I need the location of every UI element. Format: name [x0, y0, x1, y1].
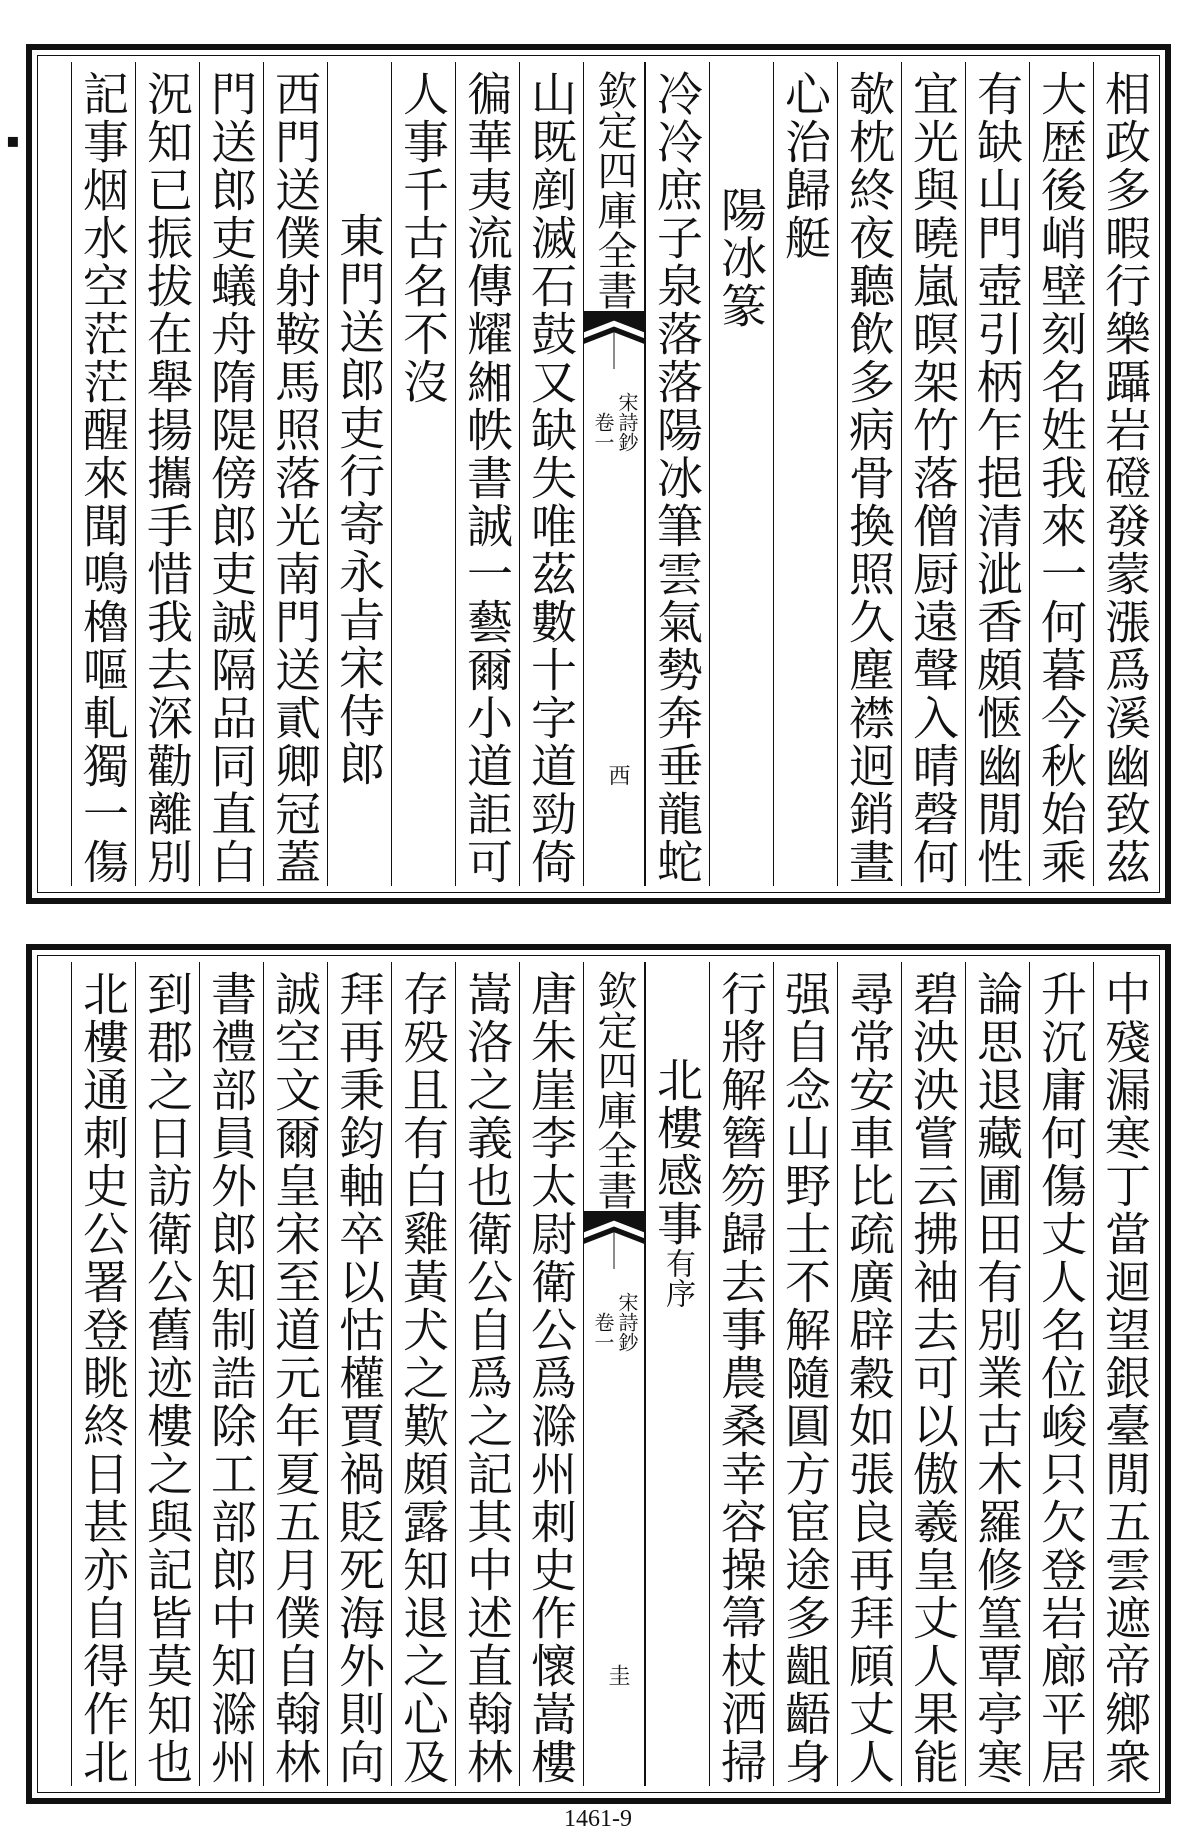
text-column: 宜光與曉嵐暝架竹落僧厨遠聲入晴磬何: [901, 62, 965, 886]
poem-title-column: [645, 962, 709, 1786]
bottom-page-frame: [26, 944, 1171, 1804]
text-column: 人事千古名不沒: [391, 62, 455, 886]
margin-mark: ▪: [6, 128, 20, 152]
text-column: 北樓通刺史公署登眺終日甚亦自得作北: [71, 962, 135, 1786]
poem-title-column: 東門送郎吏行寄永㫖宋侍郎: [327, 62, 391, 886]
collection-title: 欽定四庫全書: [591, 970, 637, 1210]
text-column: 欹枕終夜聽飲多病骨換照久塵襟迥銷晝: [837, 62, 901, 886]
text-column: 誠空文爾皇宋至道元年夏五月僕自翰林: [263, 962, 327, 1786]
text-column: 存殁且有白雞黃犬之歎頗露知退之心及: [391, 962, 455, 1786]
center-strip: [583, 962, 645, 1786]
text-column: 況知已振拔在舉揚攜手惜我去深勸離別: [135, 62, 199, 886]
book-title: 宋詩鈔: [615, 1292, 639, 1352]
text-column: 論思退藏圃田有別業古木羅修篁覃亭寒: [965, 962, 1029, 1786]
book-title: 宋詩鈔: [615, 392, 639, 452]
page-number: 1461-9: [564, 1806, 632, 1832]
text-column: 拜再秉鈞軸卒以怙權賈禍貶死海外則向: [327, 962, 391, 1786]
poem-title: 北樓感事: [650, 1056, 704, 1248]
text-column: 升沉庸何傷丈人名位峻只欠登岩廊平居: [1029, 962, 1093, 1786]
text-column: 碧泱泱嘗云拂袖去可以傲羲皇丈人果能: [901, 962, 965, 1786]
top-page-frame: [26, 44, 1171, 904]
center-strip: [583, 62, 645, 886]
text-column: 尋常安車比疏廣辟穀如張良再拜頋丈人: [837, 962, 901, 1786]
text-column: 大歴後峭壁刻名姓我來一何暮今秋始乘: [1029, 62, 1093, 886]
text-column: 記事烟水空茫茫醒來聞鳴櫓嘔軋獨一傷: [71, 62, 135, 886]
text-column: 有缺山門壺引柄乍挹清泚香頗愜幽閒性: [965, 62, 1029, 886]
text-column: 西門送僕射鞍馬照落光南門送貳卿冠蓋: [263, 62, 327, 886]
text-column: 山既剷滅石鼓又缺失唯茲數十字道勁倚: [519, 62, 583, 886]
fish-tail-icon: [584, 310, 644, 370]
text-column: 嵩洛之義也衛公自爲之記其中述直翰林: [455, 962, 519, 1786]
text-column: 到郡之日訪衛公舊迹樓之與記皆莫知也: [135, 962, 199, 1786]
poem-title-column: 陽冰篆: [709, 62, 773, 886]
text-column: 冷冷庶子泉落落陽冰筆雲氣勢奔垂龍蛇: [645, 62, 709, 886]
text-column: 書禮部員外郎知制誥除工部郎中知滁州: [199, 962, 263, 1786]
leaf-number: 圭: [605, 1664, 630, 1686]
text-column: 徧華夷流傳耀緗帙書誠一藝爾小道詎可: [455, 62, 519, 886]
text-column: 唐朱崖李太尉衛公爲滁州刺史作懷嵩樓: [519, 962, 583, 1786]
text-column: 强自念山野士不解隨圓方宦途多齟齬身: [773, 962, 837, 1786]
text-column: 心治歸艇: [773, 62, 837, 886]
volume-label: 卷一: [591, 1312, 615, 1352]
fish-tail-icon: [584, 1210, 644, 1270]
volume-label: 卷一: [591, 412, 615, 452]
leaf-number: 西: [605, 764, 630, 786]
text-column: 門送郎吏蟻舟隋隄傍郎吏誠隔品同直白: [199, 62, 263, 886]
text-column: 相政多暇行樂躡岩磴發蒙漲爲溪幽致茲: [1093, 62, 1157, 886]
text-column: 中殘漏寒丁當迴望銀臺閒五雲遮帝鄉衆: [1093, 962, 1157, 1786]
text-column: 行將解簪笏歸去事農桑幸容操箒杖洒掃: [709, 962, 773, 1786]
collection-title: 欽定四庫全書: [591, 70, 637, 310]
poem-note: 有序: [660, 1248, 695, 1308]
